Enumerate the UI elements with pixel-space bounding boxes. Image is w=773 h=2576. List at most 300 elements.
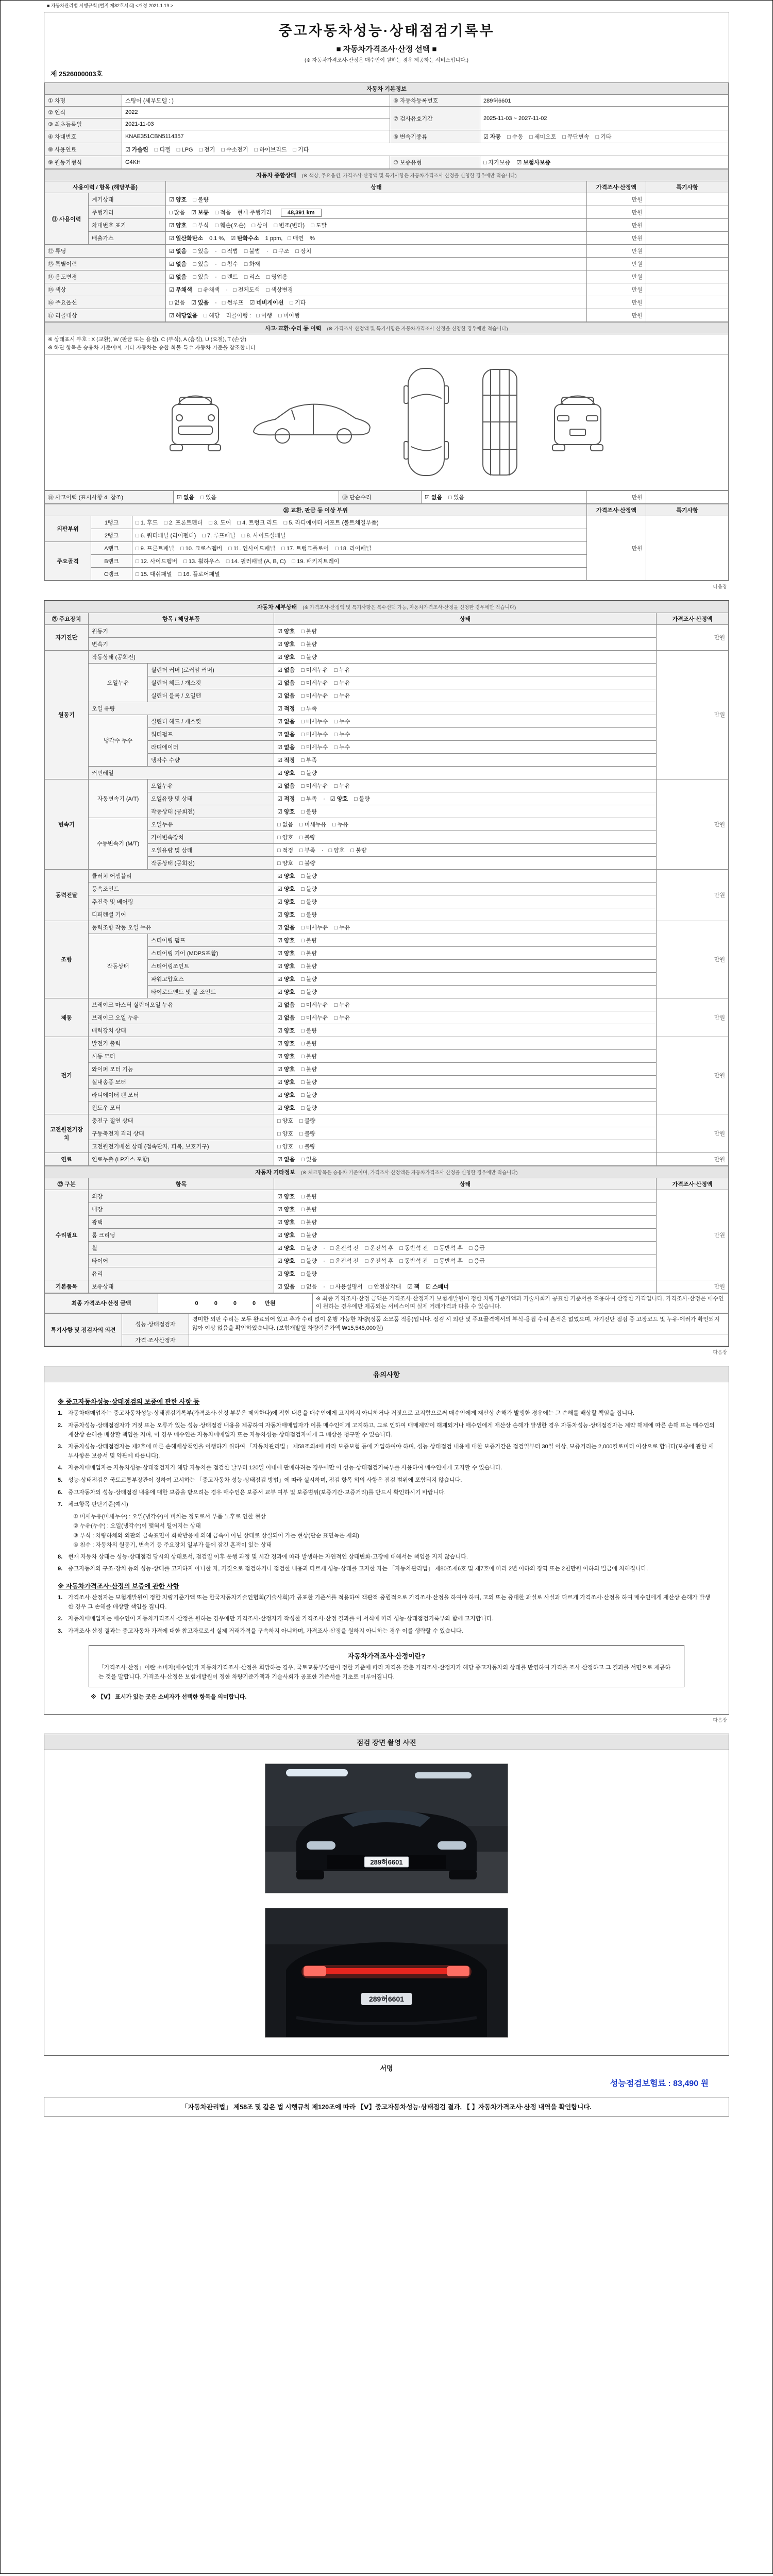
- checkbox-checked: ☑ 없음: [277, 667, 295, 673]
- remarks-table: [44, 1313, 729, 1346]
- item-label: 보유상태: [89, 1280, 274, 1293]
- detail-title: 자동차 세부상태: [257, 604, 297, 611]
- checkbox-checked: ☑ 양호: [277, 989, 295, 995]
- checkbox-checked: ☑ 양호: [277, 950, 295, 957]
- checkbox-unchecked: □ 8. 사이드실패널: [241, 532, 286, 539]
- item-label: 외장: [89, 1190, 274, 1202]
- checkbox-checked: ☑ 없음: [277, 1156, 295, 1163]
- checkbox-unchecked: □ 수소전기: [221, 147, 248, 153]
- detail-condition-table: [44, 601, 729, 1166]
- checkbox-unchecked: □ 불량: [301, 1027, 317, 1034]
- checkbox-unchecked: □ 양호: [277, 1117, 293, 1124]
- price-appraisal-box-title: 자동차가격조사·산정이란?: [347, 1652, 426, 1660]
- remark-cell: [646, 258, 728, 270]
- checkbox-unchecked: □ 있음: [193, 248, 209, 255]
- remark-cell: [646, 516, 729, 580]
- next-page-marker: 다음장: [713, 584, 727, 590]
- checkbox-unchecked: □ 유채색: [198, 287, 220, 293]
- status-cell: [274, 895, 657, 908]
- checkbox-unchecked: □ 불량: [301, 1105, 317, 1111]
- overall-title: 자동차 종합상태: [256, 173, 296, 179]
- item-label: 스티어링 펌프: [148, 934, 274, 946]
- field-label-vin: ④ 차대번호: [45, 130, 122, 143]
- notice-item-text: 자동차매매업자는 매수인이 자동차가격조사·산정을 원하는 경우에만 가격조사·산정자가 작성한 가격조사·산정 결과를 이 서식에 따라 성능·상태점검기록부와 함께 고지합니다.: [68, 1616, 494, 1622]
- misc-title-bar: [45, 1166, 729, 1178]
- checkbox-checked: ☑ 양호: [277, 1232, 295, 1239]
- accident-legend-cell: [45, 334, 729, 354]
- checkbox-unchecked: □ 있음: [193, 274, 209, 280]
- accident-history-status: [174, 490, 339, 503]
- notice-part-title: ※ 자동차가격조사·산정의 보증에 관한 사항: [58, 1582, 179, 1590]
- status-cell: [274, 908, 657, 921]
- field-label-warranty-type: ⑩ 보증유형: [390, 156, 480, 169]
- checkbox-unchecked: □ 18. 리어패널: [335, 545, 372, 552]
- field-value-first-reg-date: 2021-11-03: [122, 118, 390, 130]
- checkbox-checked: ☑ 없음: [277, 718, 295, 725]
- checkbox-checked: ☑ 양호: [277, 873, 295, 879]
- status-cell: [166, 219, 587, 232]
- checkbox-unchecked: □ 양호: [277, 860, 293, 867]
- device-group-label: 연료: [45, 1153, 89, 1165]
- form-reference: ■ 자동차관리법 시행규칙 [별지 제82호서식] <개정 2021.1.19.>: [47, 3, 173, 8]
- item-label: 윈도우 모터: [89, 1101, 274, 1114]
- field-value-reg-number: 289허6601: [480, 95, 729, 107]
- checkbox-checked: ☑ 네비게이션: [249, 300, 284, 306]
- simple-repair-label: ⑲ 단순수리: [339, 490, 422, 503]
- status-cell: [274, 1011, 657, 1024]
- status-cell: [166, 258, 587, 270]
- checkbox-checked: ☑ 양호: [277, 911, 295, 918]
- device-group-label: 고전원전기장치: [45, 1114, 89, 1153]
- overall-title-bar: [45, 170, 729, 181]
- item-label: 스티어링조인트: [148, 959, 274, 972]
- overall-header-status: 상태: [166, 181, 587, 193]
- checkbox-unchecked: □ 훼손(오손): [215, 223, 246, 229]
- checkbox-unchecked: □ 동반석 전: [399, 1245, 428, 1251]
- remark-cell: [646, 490, 729, 503]
- checkbox-unchecked: □ 미세누유: [301, 692, 328, 699]
- rank-label: 2랭크: [91, 529, 132, 541]
- price-cell: 만원: [586, 206, 646, 219]
- item-label: 광택: [89, 1215, 274, 1228]
- remark-cell: [646, 193, 728, 206]
- device-group-label: 전기: [45, 1037, 89, 1114]
- item-label: 연료누출 (LP가스 포함): [89, 1153, 274, 1165]
- status-cell: [274, 792, 657, 805]
- checkbox-unchecked: □ 누수: [334, 744, 350, 751]
- price-cell: 만원: [656, 1114, 728, 1153]
- checkbox-unchecked: □ 많음: [169, 210, 185, 216]
- checkbox-unchecked: □ 14. 필러패널 (A, B, C): [226, 558, 286, 565]
- checkbox-checked: ☑ 없음: [169, 261, 187, 267]
- remark-cell: [646, 219, 728, 232]
- rank-label: B랭크: [91, 554, 132, 567]
- checkbox-unchecked: □ 불량: [301, 770, 317, 776]
- checkbox-checked: ☑ 양호: [277, 641, 295, 648]
- checkbox-unchecked: □ 변조(변타): [274, 223, 305, 229]
- final-price-digits: 0 0 0 0: [195, 1300, 263, 1307]
- item-label: 실내송풍 모터: [89, 1075, 274, 1088]
- checkbox-checked: ☑ 없음: [169, 248, 187, 255]
- inspection-photo-front: [265, 1764, 508, 1893]
- checkbox-unchecked: □ 장치: [295, 248, 312, 255]
- overall-header-price: 가격조사·산정액: [586, 181, 646, 193]
- checkbox-unchecked: □ 11. 인사이드패널: [228, 545, 276, 552]
- notice-item: [58, 1565, 715, 1574]
- notice-subitem: ② 누유(누수) : 오일(냉각수)이 맺혀서 떨어지는 상태: [73, 1523, 201, 1530]
- checkbox-checked: ☑ 양호: [277, 1206, 295, 1213]
- license-plate-text: 289허6601: [370, 1858, 403, 1867]
- status-cell: [274, 831, 657, 843]
- notice-item-text: 중고자동차의 구조·장치 등의 성능·상태를 고지하지 아니한 자, 거짓으로 점검하거나 점검한 내용과 다르게 성능·상태를 고지한 자는 「자동차관리법」 제80조제6호 및 제7호에 따라 2년 이하의 징역 또는 2천만원 이하의 벌금에 처해집니다.: [68, 1566, 648, 1572]
- checkbox-unchecked: □ 누유: [334, 667, 350, 673]
- status-cell: [274, 1190, 657, 1202]
- inline-text: ·: [226, 287, 228, 293]
- checkbox-checked: ☑ 없음: [277, 744, 295, 751]
- overall-condition-table: [44, 169, 729, 322]
- checkbox-unchecked: □ 수동: [507, 134, 524, 140]
- checkbox-unchecked: □ 기타: [595, 134, 612, 140]
- notice-item: [58, 1553, 715, 1562]
- checkbox-unchecked: □ 미이행: [278, 313, 300, 319]
- notice-item: [58, 1443, 715, 1461]
- price-appraisal-box-text: 「가격조사·산정」이란 소비자(매수인)가 자동차가격조사·산정을 희망하는 경우, 국토교통부장관이 정한 기준에 따라 자격을 갖춘 가격조사·산정자가 해당 중고자동차의 상태를 반영하여 가격을 조사·산정하고 그 결과를 서면으로 제공하는 것을 말합니다. 가격조사·산정은 보험개발원이 정한 차량기준가액과 기술사회가 공표한 기준서를 기초로 이루어집니다.: [98, 1665, 671, 1680]
- checkbox-unchecked: □ 불량: [301, 1040, 317, 1047]
- checkbox-unchecked: □ 양호: [277, 834, 293, 841]
- inline-text: ·: [215, 261, 217, 267]
- item-label: 오일유량 및 상태: [148, 843, 274, 856]
- checkbox-unchecked: □ 렌트: [222, 274, 238, 280]
- sub-group-label: 수동변속기 (M/T): [89, 818, 148, 869]
- inspector-opinion-text: 경미한 외판 수리는 모두 완료되어 있고 추가 수리 없이 운행 가능한 차량(정품 소모품 적용)입니다. 점검 시 외판 및 주요골격에서의 부식·용접 수리 흔적은 없었으며, 자기진단 점검 중 고장코드 및 누유·에러가 확인되지 않아 이상 없음을 확인하였습니다. (보험개발원 차량기준가액 ₩15,545,000원): [189, 1314, 729, 1334]
- status-cell: [274, 727, 657, 740]
- section-photos: [44, 1734, 729, 2056]
- item-label: 오일누유: [148, 818, 274, 831]
- section-notices: [44, 1366, 729, 1715]
- checkbox-unchecked: □ 불량: [301, 1219, 317, 1226]
- item-label: 유리: [89, 1267, 274, 1280]
- checkbox-unchecked: □ 누유: [332, 821, 349, 828]
- status-cell: [274, 702, 657, 715]
- detail-note: (※ 가격조사·산정액 및 특기사항은 복수선택 가능, 자동차가격조사·산정을 신청한 경우에만 적습니다): [303, 604, 516, 611]
- price-cell: 만원: [586, 219, 646, 232]
- price-cell: 만원: [586, 193, 646, 206]
- notice-item: [58, 1488, 715, 1498]
- accident-history-table: [44, 322, 729, 490]
- field-label-car-name: ① 차명: [45, 95, 122, 107]
- status-cell: [274, 972, 657, 985]
- item-label: 클러치 어셈블리: [89, 869, 274, 882]
- status-cell: [274, 882, 657, 895]
- item-label: 워터펌프: [148, 727, 274, 740]
- notice-item-number: 1.: [58, 1410, 63, 1417]
- item-label: 실린더 헤드 / 개스킷: [148, 715, 274, 727]
- notice-item-number: 4.: [58, 1465, 63, 1471]
- status-cell: [274, 843, 657, 856]
- checkbox-checked: ☑ 없음: [277, 1014, 295, 1021]
- remark-cell: [646, 283, 728, 296]
- item-label: 커먼레일: [89, 766, 274, 779]
- remark-cell: [646, 245, 728, 258]
- item-label: 스티어링 기어 (MDPS포함): [148, 946, 274, 959]
- item-label: 작동상태 (공회전): [148, 856, 274, 869]
- checkbox-checked: ☑ 양호: [277, 1040, 295, 1047]
- sub-group-label: 자동변속기 (A/T): [89, 779, 148, 818]
- item-label: ⑯ 주요옵션: [45, 296, 166, 309]
- checkbox-unchecked: □ 불법: [244, 248, 260, 255]
- checkbox-unchecked: □ 응급: [468, 1258, 485, 1264]
- status-cell: [274, 856, 657, 869]
- value-box: 48,391 km: [281, 209, 322, 217]
- checkbox-unchecked: □ 불량: [301, 976, 317, 982]
- car-rear-view-diagram: [549, 386, 606, 458]
- basic-info-title: 자동차 기본정보: [45, 83, 729, 95]
- status-cell: [274, 1140, 657, 1153]
- checkbox-checked: ☑ 없음: [169, 274, 187, 280]
- checkbox-checked: ☑ 탄화수소: [230, 235, 259, 242]
- notice-item-text: 자동차성능·상태점검자는 제2호에 따른 손해배상책임을 이행하기 위하여 「자동차관리법」 제58조의4에 따라 보증보험 등에 가입하여야 하며, 성능·상태점검 내용에 대한 보증기간은 점검일부터 30일 이상, 보증거리는 2,000킬로미터 이상으로 합니다(보증에 관한 세부사항은 보증서 및 약관에 따릅니다).: [68, 1444, 714, 1459]
- checkbox-unchecked: □ 안전삼각대: [368, 1283, 401, 1290]
- price-cell: 만원: [586, 296, 646, 309]
- checkbox-unchecked: □ 불량: [301, 641, 317, 648]
- item-label: 오일 유량: [89, 702, 274, 715]
- item-label: 실린더 커버 (로커암 커버): [148, 663, 274, 676]
- checkbox-unchecked: □ 미세누유: [301, 667, 328, 673]
- checkbox-unchecked: □ 미세누유: [301, 680, 328, 686]
- checkbox-checked: ☑ 있음: [191, 300, 209, 306]
- checkbox-unchecked: □ 자가보증: [483, 160, 511, 166]
- basic-info-table: [44, 82, 729, 169]
- notice-item-number: 2.: [58, 1422, 63, 1429]
- checkbox-unchecked: □ 적정: [277, 847, 293, 854]
- field-label-inspection-period: ⑦ 검사유효기간: [390, 107, 480, 130]
- notice-item: [58, 1500, 715, 1510]
- detail-header-price: 가격조사·산정액: [656, 613, 728, 624]
- checkbox-unchecked: □ 불량: [301, 963, 317, 970]
- status-cell: [274, 779, 657, 792]
- price-cell: 만원: [656, 1037, 728, 1114]
- item-label: 시동 모터: [89, 1049, 274, 1062]
- price-cell: 만원: [656, 869, 728, 921]
- checkbox-checked: ☑ 자동: [483, 134, 501, 140]
- item-label: 등속조인트: [89, 882, 274, 895]
- checkbox-unchecked: □ 불량: [301, 1232, 317, 1239]
- item-label: ⑫ 튜닝: [45, 245, 166, 258]
- checkbox-unchecked: □ 불량: [301, 1206, 317, 1213]
- detail-header-item: 항목 / 해당부품: [89, 613, 274, 624]
- checkbox-unchecked: □ 전기: [199, 147, 215, 153]
- checkbox-unchecked: □ 양호: [328, 847, 345, 854]
- status-cell: [166, 283, 587, 296]
- checkbox-unchecked: □ 불량: [301, 950, 317, 957]
- checkbox-checked: ☑ 해당없음: [169, 313, 198, 319]
- status-cell: [274, 650, 657, 663]
- signature-label: 서명: [380, 2064, 393, 2073]
- inline-text: ·: [323, 1283, 325, 1290]
- inline-text: 0.1 %,: [209, 235, 226, 242]
- checkbox-checked: ☑ 양호: [277, 654, 295, 660]
- checkbox-unchecked: □ LPG: [176, 147, 193, 153]
- remark-cell: [646, 232, 728, 245]
- status-cell: [274, 1088, 657, 1101]
- panel-parts-cell: [132, 554, 587, 567]
- checkbox-unchecked: □ 썬루프: [222, 300, 244, 306]
- device-group-label: 기본품목: [45, 1280, 89, 1293]
- notice-item-text: 가격조사·산정자는 보험개발원이 정한 차량기준가액 또는 한국자동차기술인협회(기술사회)가 공표한 기준서를 적용하여 객관적·중립적으로 가격조사·산정을 하여야 하며, 고의 또는 중대한 과실로 사실과 다르게 가격조사·산정을 하여 매수인에게 재산상 손해가 발생한 경우 그 손해를 배상할 책임을 집니다.: [68, 1594, 710, 1610]
- price-cell: 만원: [656, 998, 728, 1037]
- notice-item: [58, 1627, 715, 1636]
- field-value-warranty-type: [480, 156, 729, 169]
- checkbox-unchecked: □ 7. 루프패널: [202, 532, 236, 539]
- checkbox-unchecked: □ 불량: [301, 1053, 317, 1060]
- checkbox-unchecked: □ 동반석 전: [399, 1258, 428, 1264]
- notice-item-number: 3.: [58, 1628, 63, 1634]
- checkbox-unchecked: □ 부족: [299, 847, 315, 854]
- accident-summary-table: [44, 490, 729, 504]
- checkbox-unchecked: □ 불량: [301, 1258, 317, 1264]
- price-cell: 만원: [656, 1153, 728, 1165]
- car-diagrams: [48, 356, 725, 488]
- rank-header-remark: 특기사항: [646, 504, 729, 516]
- item-label: 고전원전기배선 상태 (접속단자, 피복, 보호기구): [89, 1140, 274, 1153]
- checkbox-unchecked: □ 양호: [277, 1130, 293, 1137]
- checkbox-checked: ☑ 양호: [277, 1053, 295, 1060]
- checkbox-unchecked: □ 10. 크로스멤버: [180, 545, 223, 552]
- rank-table-title: ⑳ 교환, 판금 등 이상 부위: [45, 504, 587, 516]
- misc-header-item: 항목: [89, 1178, 274, 1190]
- document-subtitle-note: (※ 자동차가격조사·산정은 매수인이 원하는 경우 제공하는 서비스입니다.): [305, 58, 468, 63]
- notice-item-number: 3.: [58, 1444, 63, 1450]
- checkbox-unchecked: □ 미세누유: [301, 783, 328, 789]
- checkbox-checked: ☑ 양호: [277, 976, 295, 982]
- checkbox-checked: ☑ 양호: [277, 628, 295, 635]
- checkbox-meaning-note: ※ 【Ⅴ】 표시가 있는 곳은 소비자가 선택한 항목을 의미합니다.: [91, 1694, 247, 1701]
- status-cell: [274, 934, 657, 946]
- item-label: 내장: [89, 1202, 274, 1215]
- status-cell: [274, 1254, 657, 1267]
- detail-header-device: ㉑ 주요장치: [45, 613, 89, 624]
- status-cell: [166, 193, 587, 206]
- panel-category-label: 외판부위: [45, 516, 91, 541]
- field-value-vin: KNAE351CBN5114357: [122, 130, 390, 143]
- status-cell: [274, 766, 657, 779]
- checkbox-unchecked: □ 기타: [293, 147, 309, 153]
- checkbox-unchecked: □ 누수: [334, 718, 350, 725]
- item-label: 오일누유: [148, 779, 274, 792]
- notice-item: [58, 1615, 715, 1624]
- checkbox-checked: ☑ 없음: [425, 494, 443, 501]
- status-cell: [274, 637, 657, 650]
- notice-subitem: ④ 침수 : 자동차의 원동기, 변속기 등 주요장치 일부가 물에 잠긴 흔적이 있는 상태: [73, 1542, 272, 1549]
- checkbox-checked: ☑ 양호: [277, 1270, 295, 1277]
- final-price-value: [158, 1293, 313, 1313]
- item-label: 브레이크 오일 누유: [89, 1011, 274, 1024]
- state-symbol-legend: ※ 상태표시 부호 : X (교환), W (판금 또는 용접), C (부식), A (흠집), U (요철), T (손상): [48, 336, 246, 343]
- checkbox-unchecked: □ 양호: [277, 1143, 293, 1150]
- status-cell: [274, 1024, 657, 1037]
- checkbox-checked: ☑ 양호: [277, 1027, 295, 1034]
- detail-header-status: 상태: [274, 613, 657, 624]
- status-cell: [274, 946, 657, 959]
- remark-cell: [646, 270, 728, 283]
- final-price-description: ※ 최종 가격조사·산정 금액은 가격조사·산정자가 보험개발원이 정한 차량기준가액과 기술사회가 공표한 기준서를 적용하여 산정한 가격입니다. 가격조사·산정은 매수인이 원하는 경우에만 제공되는 서비스이며 실제 거래가격과 다를 수 있습니다.: [313, 1293, 729, 1313]
- accident-title: 사고·교환·수리 등 이력: [265, 326, 322, 332]
- sub-group-label: 작동상태: [89, 934, 148, 998]
- device-group-label: 동력전달: [45, 869, 89, 921]
- field-value-inspection-period: 2025-11-03 ~ 2027-11-02: [480, 107, 729, 130]
- notice-item-number: 9.: [58, 1566, 63, 1572]
- checkbox-unchecked: □ 불량: [301, 654, 317, 660]
- status-cell: [274, 1127, 657, 1140]
- item-label: ⑮ 색상: [45, 283, 166, 296]
- checkbox-checked: ☑ 없음: [177, 494, 195, 501]
- overall-note: (※ 색상, 주요옵션, 가격조사·산정액 및 특기사항은 자동차가격조사·산정을 신청한 경우에만 적습니다): [301, 173, 517, 179]
- item-label: ⑭ 용도변경: [45, 270, 166, 283]
- checkbox-checked: ☑ 없음: [277, 692, 295, 699]
- checkbox-checked: ☑ 양호: [277, 1105, 295, 1111]
- field-value-transmission: [480, 130, 729, 143]
- checkbox-checked: ☑ 양호: [277, 937, 295, 944]
- item-label: 발전기 출력: [89, 1037, 274, 1049]
- checkbox-unchecked: □ 불량: [301, 899, 317, 905]
- checkbox-unchecked: □ 불량: [301, 1092, 317, 1098]
- field-label-fuel: ⑧ 사용연료: [45, 143, 122, 156]
- checkbox-unchecked: □ 운전석 전: [330, 1245, 359, 1251]
- checkbox-unchecked: □ 불량: [354, 795, 370, 802]
- status-cell: [166, 206, 587, 219]
- checkbox-unchecked: □ 미세누유: [299, 821, 327, 828]
- checkbox-unchecked: □ 침수: [222, 261, 238, 267]
- price-cell: 만원: [656, 921, 728, 998]
- inline-text: ·: [323, 1245, 325, 1251]
- status-cell: [166, 309, 587, 322]
- checkbox-unchecked: □ 부족: [301, 705, 317, 712]
- checkbox-unchecked: □ 3. 도어: [209, 519, 231, 526]
- checkbox-unchecked: □ 5. 라디에이터 서포트 (볼트체결부품): [283, 519, 379, 526]
- car-side-view-diagram: [248, 394, 377, 450]
- price-cell: 만원: [586, 245, 646, 258]
- item-label: 라디에이터: [148, 740, 274, 753]
- status-cell: [274, 1049, 657, 1062]
- notice-item-text: 현재 자동차 상태는 성능·상태점검 당시의 상태로서, 점검일 이후 운행 과정 및 시간 경과에 따라 발생하는 자연적인 상태변화·고장에 대해서는 책임을 지지 않습니다.: [68, 1553, 468, 1560]
- price-cell: 만원: [656, 779, 728, 869]
- checkbox-unchecked: □ 적음: [215, 210, 231, 216]
- status-cell: [274, 624, 657, 637]
- photo-list: [44, 1750, 729, 2055]
- checkbox-unchecked: □ 17. 트렁크플로어: [281, 545, 329, 552]
- checkbox-unchecked: □ 미세누유: [301, 1002, 328, 1008]
- item-label: 주행거리: [89, 206, 166, 219]
- field-value-car-name: 스팅어 (세부모델 : ): [122, 95, 390, 107]
- checkbox-unchecked: □ 있음: [301, 1156, 317, 1163]
- panel-parts-cell: [132, 529, 587, 541]
- checkbox-checked: ☑ 없음: [277, 680, 295, 686]
- price-cell: 만원: [656, 1280, 728, 1293]
- misc-header-price: 가격조사·산정액: [656, 1178, 728, 1190]
- notice-item-number: 5.: [58, 1477, 63, 1483]
- appraiser-role-label: 가격·조사산정자: [122, 1334, 189, 1346]
- checkbox-checked: ☑ 양호: [277, 770, 295, 776]
- checkbox-unchecked: □ 2. 프론트펜더: [164, 519, 203, 526]
- vehicle-type-legend: ※ 하단 항목은 승용차 기준이며, 기타 자동차는 승합·화물·특수 자동차 기준을 참조합니다: [48, 344, 256, 351]
- item-label: ⑬ 특별이력: [45, 258, 166, 270]
- status-cell: [274, 1062, 657, 1075]
- status-cell: [166, 245, 587, 258]
- remark-cell: [646, 296, 728, 309]
- checkbox-unchecked: □ 도말: [311, 223, 327, 229]
- item-label: 동력조향 작동 오일 누유: [89, 921, 274, 934]
- item-label: 파워고압호스: [148, 972, 274, 985]
